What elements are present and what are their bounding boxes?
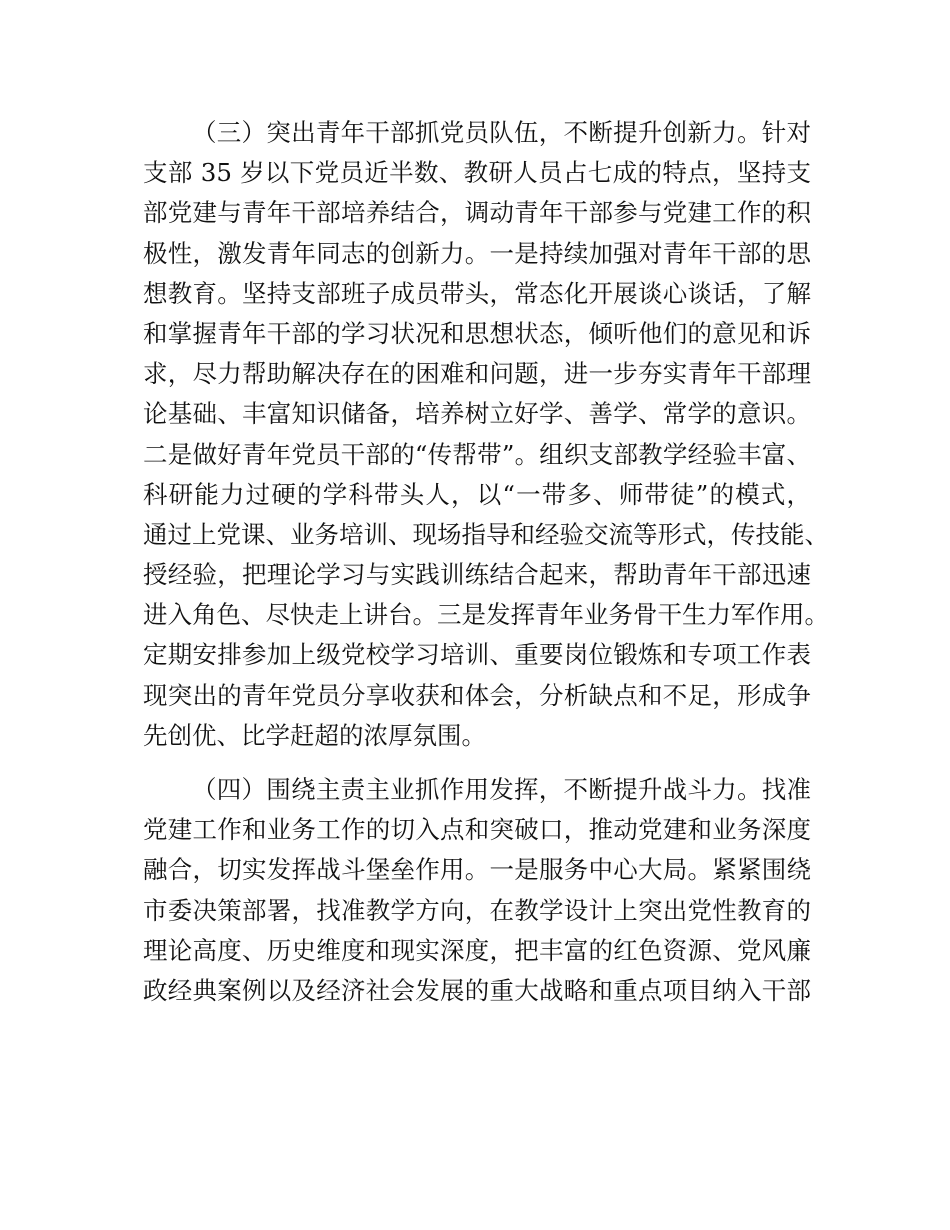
text-line: 和掌握青年干部的学习状况和思想状态，倾听他们的意见和诉 xyxy=(143,318,811,348)
text-line: 进入角色、尽快走上讲台。三是发挥青年业务骨干生力军作用。 xyxy=(143,600,829,630)
text-line: 论基础、丰富知识储备，培养树立好学、善学、常学的意识。 xyxy=(143,399,811,429)
text-line: 定期安排参加上级党校学习培训、重要岗位锻炼和专项工作表 xyxy=(143,640,811,670)
text-line: 二是做好青年党员干部的“传帮带”。组织支部教学经验丰富、 xyxy=(143,439,811,469)
document-body xyxy=(143,113,829,1011)
text-line: 党建工作和业务工作的切入点和突破口，推动党建和业务深度 xyxy=(143,815,811,845)
text-line: （三）突出青年干部抓党员队伍，不断提升创新力。针对 xyxy=(192,118,811,147)
text-line: 理论高度、历史维度和现实深度，把丰富的红色资源、党风廉 xyxy=(143,935,811,965)
text-line: （四）围绕主责主业抓作用发挥，不断提升战斗力。找准 xyxy=(192,775,811,804)
text-line: 政经典案例以及经济社会发展的重大战略和重点项目纳入干部 xyxy=(143,975,811,1005)
text-line: 先创优、比学赶超的浓厚氛围。 xyxy=(143,720,486,750)
text-line: 想教育。坚持支部班子成员带头，常态化开展谈心谈话，了解 xyxy=(143,278,811,308)
text-line: 科研能力过硬的学科带头人，以“一带多、师带徒”的模式， xyxy=(143,479,811,509)
paragraph-spacer xyxy=(143,756,811,770)
text-line: 支部 35 岁以下党员近半数、教研人员占七成的特点，坚持支 xyxy=(143,158,811,188)
text-line: 授经验，把理论学习与实践训练结合起来，帮助青年干部迅速 xyxy=(143,560,811,590)
text-line: 求，尽力帮助解决存在的困难和问题，进一步夯实青年干部理 xyxy=(143,359,811,389)
text-line: 部党建与青年干部培养结合，调动青年干部参与党建工作的积 xyxy=(143,198,811,228)
paragraph-3 xyxy=(143,113,829,756)
text-line: 通过上党课、业务培训、现场指导和经验交流等形式，传技能、 xyxy=(143,519,829,549)
text-line: 极性，激发青年同志的创新力。一是持续加强对青年干部的思 xyxy=(143,238,811,268)
text-line: 现突出的青年党员分享收获和体会，分析缺点和不足，形成争 xyxy=(143,680,811,710)
paragraph-4 xyxy=(143,770,811,1011)
text-line: 市委决策部署，找准教学方向，在教学设计上突出党性教育的 xyxy=(143,895,811,925)
text-line: 融合，切实发挥战斗堡垒作用。一是服务中心大局。紧紧围绕 xyxy=(143,855,811,885)
